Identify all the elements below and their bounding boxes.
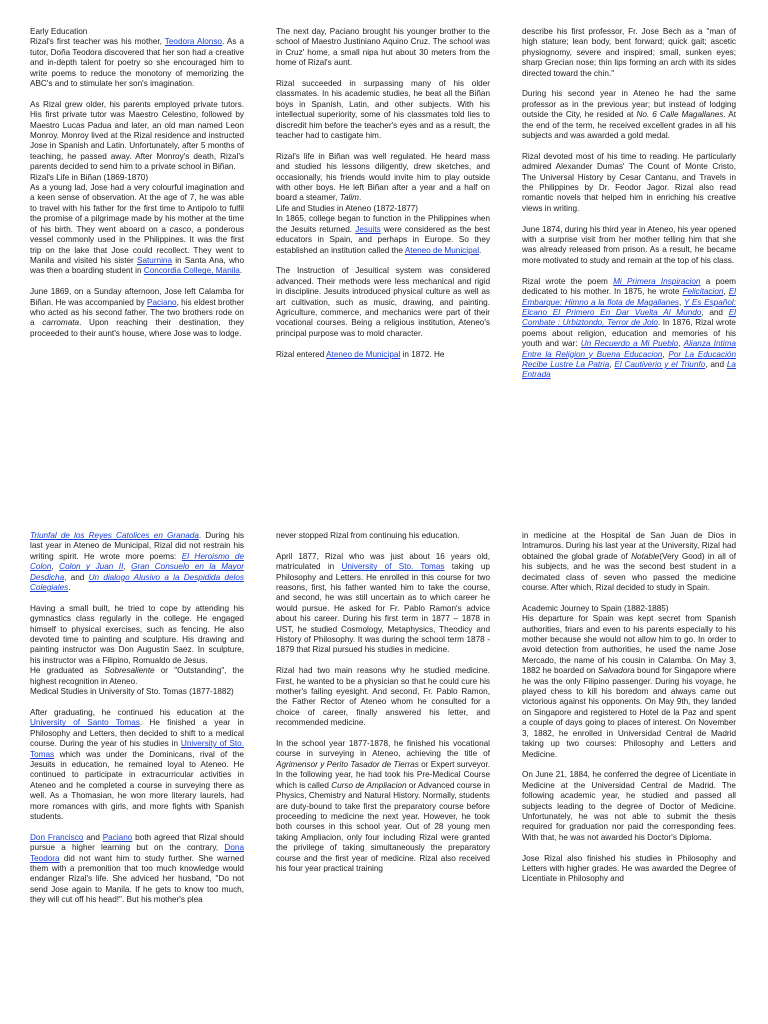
link-alianza-intima[interactable]: Alianza Intima Entre la Religion y Buena Educacion [522,339,736,359]
link-ateneo-de-municipal[interactable]: Ateneo de Municipal [326,349,401,359]
paragraph: On June 21, 1884, he conferred the degree of Licentiate in Medicine at the Universidad Central de Madrid. The following academic year, he studied and passed all subjects leading to the degree of Doctor of Medicine. Unfortunately, he was not able to submit the thesis required for graduation nor paid the corresponding fees. With that, he was not awarded his Doctor's Diploma. [522,770,736,842]
bottom-column-2 [276,531,490,1011]
link-university-of-santo-tomas[interactable]: University of Santo Tomas [30,718,140,728]
link-y-es-espanol[interactable]: Y Es Español: Elcano El Primero En Dar Vuelta Al Mundo [522,297,736,317]
top-column-2 [276,27,490,475]
top-column-1 [30,27,244,475]
paragraph: April 1877, Rizal who was just about 16 years old, matriculated in University of Sto. Tomas taking up Philosophy and Letters. He enrolled in this course for two reasons, first, his father wanted him to take the course, and second, he was still uncertain as to which career he would pursue. He asked for Fr. Pablo Ramon's advice about his career. During his first term in 1877 – 1878 in UST, he studied Cosmology, Metaphysics, Theodicy and History of Philosophy. It was during the school term 1878 - 1879 that Rizal pursued his studies in medicine. [276,551,490,655]
paragraph: Rizal's first teacher was his mother, Teodora Alonso. As a tutor, Doña Teodora discovered that her son had a creative and in-depth talent for poetry so she encouraged him to write poems to reduce the monotony of memorizing the ABC's and to stimulate her son's imagination. [30,37,244,89]
link-jesuits[interactable]: Jesuits [355,224,381,234]
paragraph: Rizal's life in Biñan was well regulated. He heard mass and studied his lessons diligently, drew sketches, and occasionally, his friends would invite him to play outside with other boys. He left Biñan after a year and a half on board a steamer, Talim. [276,151,490,203]
link-la-entrada[interactable]: La Entrada [522,359,736,380]
link-mi-primera-inspiracion[interactable]: Mi Primera Inspiracion [613,276,701,286]
link-teodora-alonso[interactable]: Teodora Alonso [164,37,222,47]
paragraph: June 1874, during his third year in Ateneo, his year opened with a surprise visit from her mother telling him that she was already released from prison. As a result, he became more motivated to study and remain at the top of his class. [522,224,736,265]
paragraph: The next day, Paciano brought his younger brother to the school of Maestro Justiniano Aquino Cruz. The school was in Cruz' home, a small nipa hut about 30 meters from the home of Rizal's aunt. [276,27,490,68]
paragraph: in medicine at the Hospital de San Juan de Dios in Intramuros. During his last year at the University, Rizal had obtained the global grade of Notable(Very Good) in all of his subjects, and he was the second best student in a decimated class of seven who passed the medicine course. After which, Rizal decided to study in Spain. [522,531,736,593]
paragraph: In 1865, college began to function in the Philippines when the Jesuits returned. Jesuits were considered as the best educators in Spain, and perhaps in Europe. So they established an institution called the Ateneo de Municipal. [276,214,490,255]
link-concordia-college[interactable]: Concordia College, Manila [143,266,240,276]
paragraph: Jose Rizal also finished his studies in Philosophy and Letters with higher grades. He was awarded the Degree of Licentiate in Philosophy and [522,853,736,884]
paragraph: After graduating, he continued his education at the University of Santo Tomas. He finished a year in Philosophy and Letters, then decided to shift to a medical course. During the year of his studies in University of Sto. Tomas which was under the Dominicans, rival of the Jesuits in education, he remained loyal to Ateneo. He continued to participate in extracurricular activities in Ateneo and he completed a course in surveying there as well. As a Thomasian, he won more literary laurels, had more romances with girls, and more fights with Spanish students. [30,707,244,821]
link-un-recuerdo[interactable]: Un Recuerdo a Mi Pueblo [580,339,679,349]
heading-early-education: Early Education [30,27,88,36]
paragraph: As a young lad, Jose had a very colourful imagination and a keen sense of observation. At the age of 7, he was able to travel with his father for the first time to Antipolo to fulfil the promise of a pilgrimage made by his mother at the time of his birth. They went aboard on a casco, a ponderous vessel commonly used in the Philippines. It was the first trip on the lake that Jose could recollect. They went to Manila and visited his sister Saturnina in Santa Ana, who was then a boarding student in Concordia College, Manila. [30,183,244,276]
top-column-3 [522,27,736,475]
heading-life-in-binan: Rizal's Life in Biñan (1869-1870) [30,172,149,182]
paragraph: Rizal had two main reasons why he studied medicine. First, he wanted to be a physician so that he could cure his mother's failing eyesight. And second, Fr. Pablo Ramon, the Father Rector of Ateneo whom he consulted for a choice of career, finally answered his letter, and recommended medicine. [276,666,490,728]
paragraph: As Rizal grew older, his parents employed private tutors. His first private tutor was Maestro Celestino, followed by Maestro Lucas Padua and later, an old man named Leon Monroy. Monroy lived at the Rizal residence and instructed Jose in Spanish and Latin. Unfortunately, after 5 months of teaching, he passed away. After Monroy's death, Rizal's parents decided to send him to a private school in Biñan. [30,99,244,172]
link-por-la-educacion[interactable]: Por La Educación Recibe Lustre La Patria [522,349,736,369]
paragraph: His departure for Spain was kept secret from Spanish authorities, friars and even to his parents especially to his mother because she would not allow him to go. In order to avoid detection from authorities, he used the name Jose Mercado, the name of his cousin in Calamba. On May 3, 1882 he boarded on Salvadora bound for Singapore where he was the only Filipino passenger. During his voyage, he played chess to kill his boredom and always came out victorious against his opponents. On May 9th, they landed on Singapore and registered to Hotel de la Paz and spent a couple of days going to places of interest. On November 3, 1882, he enrolled in Universidad Central de Madrid taking up two courses: Philosophy and Letters and Medicine. [522,614,736,759]
bottom-column-1 [30,531,244,1011]
paragraph: describe his first professor, Fr. Jose Bech as a "man of high stature; lean body, bent forward; quick gait; ascetic physiognomy, severe and inspired; small, sunken eyes; sharp Grecian nose; thin lips forming an arch with its sides directed toward the chin." [522,27,736,78]
link-un-dialogo-alusivo[interactable]: Un dialogo Alusivo a la Despidida delos Colegiales [30,572,244,593]
heading-life-in-ateneo: Life and Studies in Ateneo (1872-1877) [276,203,419,213]
paragraph: Rizal wrote the poem Mi Primera Inspiracion a poem dedicated to his mother. In 1875, he wrote Felicitacion, El Embarque: Himno a la flota de Magallanes, Y Es Español: Elcano El Primero En Dar Vuelta Al Mundo, and El Combate : Urbiztondo, Terror de Jolo. In 1876, Rizal wrote poems about religion, education and memories of his youth and war: Un Recuerdo a Mi Pueblo, Alianza Intima Entre la Religion y Buena Educacion, Por La Educación Recibe Lustre La Patria, El Cautiverio y el Triunfo, and La Entrada [522,276,736,380]
link-triunfal[interactable]: Triunfal de los Reyes Catolices en Granada [30,531,199,540]
paragraph: Triunfal de los Reyes Catolices en Granada. During his last year in Ateneo de Municipal, Rizal did not restrain his writing spirit. He wrote more poems: El Heroismo de Colon, Colon y Juan II, Gran Consuelo en la Mayor Desdicha, and Un dialogo Alusivo a la Despidida delos Colegiales. [30,531,244,593]
link-el-combate[interactable]: El Combate : Urbiztondo, Terror de Jolo [522,307,736,328]
paragraph: Rizal entered Ateneo de Municipal in 1872. He [276,349,445,359]
link-gran-consuelo[interactable]: Gran Consuelo en la Mayor Desdicha [30,562,244,582]
link-ateneo-de-municipal[interactable]: Ateneo de Municipal [404,245,480,255]
link-paciano[interactable]: Paciano [102,832,133,842]
paragraph: Rizal succeeded in surpassing many of his older classmates. In his academic studies, he beat all the Biñan boys in Spanish, Latin, and other subjects. With his intellectual superiority, some of his classmates told lies to discredit him before the teacher's eyes and as a result, the teacher had to castigate him. [276,79,490,141]
link-el-heroismo-de-colon[interactable]: El Heroismo de Colon [30,551,244,572]
paragraph: The Instruction of Jesuitical system was considered advanced. Their methods were less mechanical and rigid in discipline. Jesuits introduced physical culture as well as art cultivation, such as music, drawing, and painting. Agriculture, commerce, and mechanics were part of their vocational courses. Being a religious institution, Ateneo's principal purpose was to mold character. [276,266,490,338]
heading-medical-studies: Medical Studies in University of Sto. Tomas (1877-1882) [30,687,234,697]
link-university-of-sto-tomas[interactable]: University of Sto. Tomas [341,562,445,572]
paragraph: He graduated as Sobresaliente or "Outstanding", the highest recognition in Ateneo. [30,666,244,686]
paragraph: June 1869, on a Sunday afternoon, Jose left Calamba for Biñan. He was accompanied by Paciano, his eldest brother who acted as his second father. The two brothers rode on a carromata. Upon reaching their destination, they proceeded to their aunt's house, where Jose was to lodge. [30,287,244,338]
paragraph: Rizal devoted most of his time to reading. He particularly admired Alexander Dumas' The Count of Monte Cristo, The Universal History by Cesar Cantanu, and Travels in the Philippines by Dr. Feodor Jagor. Rizal also read romantic novels that helped him in enriching his creative views in writing. [522,151,736,213]
link-el-cautiverio[interactable]: El Cautiverio y el Triunfo [614,359,706,369]
heading-academic-journey: Academic Journey to Spain (1882-1885) [522,603,669,613]
paragraph: never stopped Rizal from continuing his education. [276,531,460,540]
paragraph: During his second year in Ateneo he had the same professor as in the previous year; but instead of lodging outside the City, he resided at No. 6 Calle Magallanes. At the end of the term, he received excellent grades in all his subjects and was awarded a gold medal. [522,89,736,141]
link-university-of-sto-tomas[interactable]: University of Sto. Tomas [30,739,244,759]
link-saturnina[interactable]: Saturnina [136,255,173,265]
bottom-column-3 [522,531,736,1011]
link-dona-teodora[interactable]: Dona Teodora [30,843,244,863]
paragraph: Having a small built, he tried to cope by attending his gymnastics class regularly in the college. He engaged himself to physical exercises, such as fencing. He also devoted time to painting and sculpture. His drawing and painting instructor was Don Augustin Saez. In sculpture, his instructor was a Filipino, Romualdo de Jesus. [30,603,244,665]
link-colon-y-juan-ii[interactable]: Colon y Juan II [59,562,124,572]
link-felicitacion[interactable]: Felicitacion [682,287,724,297]
paragraph: Don Francisco and Paciano both agreed that Rizal should pursue a higher learning but on the contrary, Dona Teodora did not want him to study further. She warned them with a premonition that too much knowledge would endanger Rizal's life. She adviced her husband, "Do not send Jose again to Manila. If he gets to know too much, they will cut off his head!". But his mother's plea [30,832,244,905]
link-el-embarque[interactable]: El Embarque: Himno a la flota de Magallanes [522,287,736,307]
link-don-francisco[interactable]: Don Francisco [30,832,84,842]
link-paciano[interactable]: Paciano [147,297,177,307]
paragraph: In the school year 1877-1878, he finished his vocational course in surveying in Ateneo, achieving the title of Agrimensor y Perito Tasador de Tierras or Expert surveyor. In the following year, he had took his Pre-Medical Course which is called Curso de Ampliacion or Advanced course in Physics, Chemistry and Natural History. Normally, students are duty-bound to take first the preparatory course before proceeding to medicine the next year. However, he took both courses in this school year. Out of 28 young men taking Ampliacion, only four including Rizal were granted the privilege of taking simultaneously the preparatory course and the first year of medicine. Rizal also received his four year practical training [276,739,490,873]
